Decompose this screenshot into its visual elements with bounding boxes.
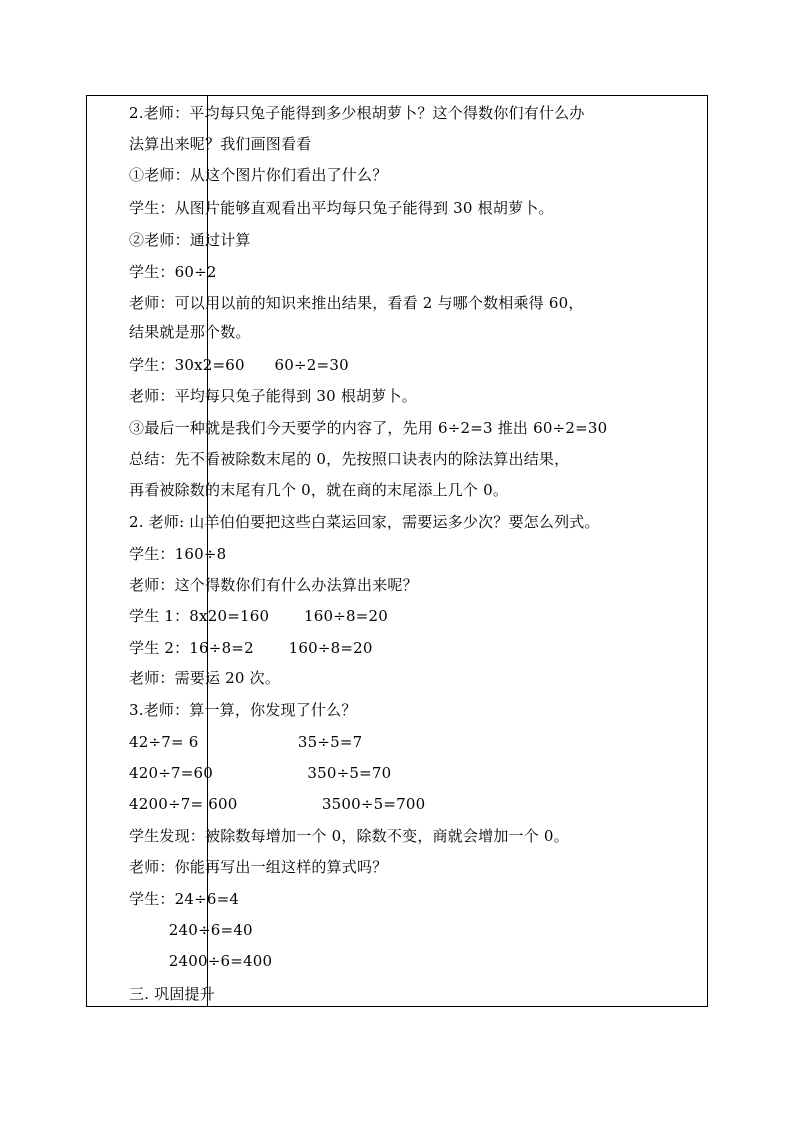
text-line: 3.老师：算一算，你发现了什么？ (129, 701, 357, 719)
text-line: 结果就是那个数。 (129, 323, 251, 341)
text-line: 240÷6=40 (129, 921, 253, 939)
text-line: 42÷7= 6 35÷5=7 (129, 733, 363, 751)
section-heading: 三. 巩固提升 (129, 985, 215, 1003)
text-line: 2. 老师: 山羊伯伯要把这些白菜运回家，需要运多少次？要怎么列式。 (129, 513, 600, 531)
text-line: 学生发现：被除数每增加一个 0，除数不变，商就会增加一个 0。 (129, 827, 569, 845)
text-line: 学生：30x2=60 60÷2=30 (129, 356, 349, 374)
text-line: 学生：60÷2 (129, 263, 217, 281)
text-line: 420÷7=60 350÷5=70 (129, 764, 392, 782)
text-line: 4200÷7= 600 3500÷5=700 (129, 795, 426, 813)
text-line: 老师：你能再写出一组这样的算式吗？ (129, 858, 388, 876)
text-line: 老师：可以用以前的知识来推出结果，看看 2 与哪个数相乘得 60， (129, 294, 584, 312)
text-line: ①老师：从这个图片你们看出了什么？ (129, 166, 388, 184)
text-line: 学生 1：8x20=160 160÷8=20 (129, 607, 388, 625)
text-line: 法算出来呢？我们画图看看 (129, 135, 312, 153)
text-line: 学生：160÷8 (129, 545, 227, 563)
text-line: 2400÷6=400 (129, 952, 273, 970)
text-line: 总结：先不看被除数末尾的 0，先按照口诀表内的除法算出结果， (129, 450, 570, 468)
text-line: 学生 2：16÷8=2 160÷8=20 (129, 639, 373, 657)
text-line: 老师：这个得数你们有什么办法算出来呢？ (129, 576, 418, 594)
text-line: 2.老师：平均每只兔子能得到多少根胡萝卜？这个得数你们有什么办 (129, 104, 585, 122)
text-line: ②老师：通过计算 (129, 231, 251, 249)
text-line: ③最后一种就是我们今天要学的内容了，先用 6÷2=3 推出 60÷2=30 (129, 419, 608, 437)
text-line: 学生：24÷6=4 (129, 890, 240, 908)
text-line: 再看被除数的末尾有几个 0，就在商的末尾添上几个 0。 (129, 481, 509, 499)
text-line: 老师：需要运 20 次。 (129, 669, 281, 687)
text-line: 老师：平均每只兔子能得到 30 根胡萝卜。 (129, 387, 417, 405)
text-line: 学生：从图片能够直观看出平均每只兔子能得到 30 根胡萝卜。 (129, 199, 554, 217)
